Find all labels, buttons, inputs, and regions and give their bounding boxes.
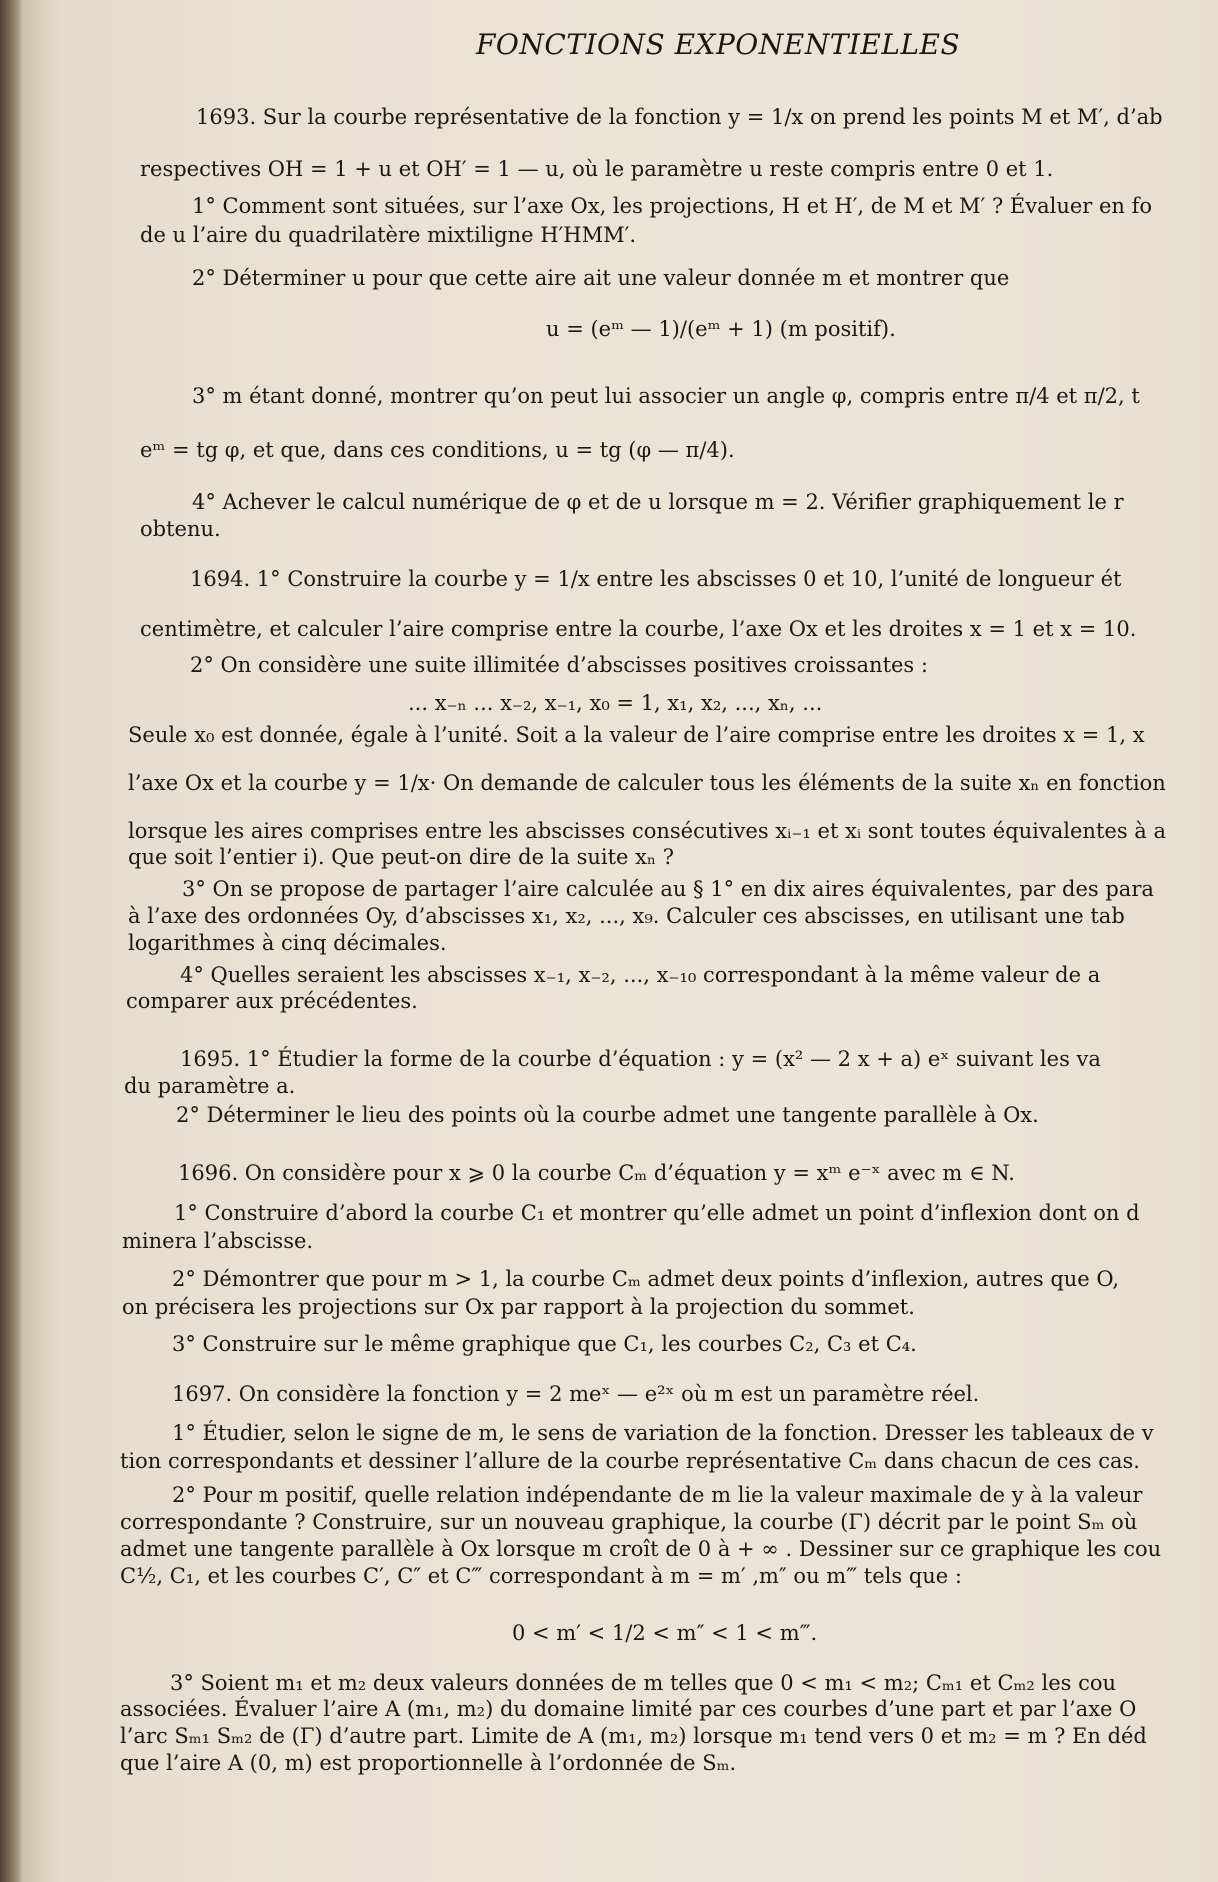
text-line: 3° m étant donné, montrer qu’on peut lui associer un angle φ, compris entre π/4 et π/2, t xyxy=(192,384,1140,408)
text-line: 4° Achever le calcul numérique de φ et de u lorsque m = 2. Vérifier graphiquement le r xyxy=(192,490,1124,514)
text-line: 0 < m′ < 1/2 < m″ < 1 < m‴. xyxy=(512,1621,818,1645)
text-line: 1° Construire d’abord la courbe C₁ et montrer qu’elle admet un point d’inflexion dont on d xyxy=(174,1201,1140,1225)
text-line: 1694. 1° Construire la courbe y = 1/x entre les abscisses 0 et 10, l’unité de longueur ét xyxy=(190,567,1122,591)
text-line: 1697. On considère la fonction y = 2 meˣ — e²ˣ où m est un paramètre réel. xyxy=(172,1382,980,1406)
text-line: 1° Étudier, selon le signe de m, le sens de variation de la fonction. Dresser les tableaux de v xyxy=(172,1421,1154,1445)
page-header: FONCTIONS EXPONENTIELLES xyxy=(476,28,961,61)
text-line: 2° On considère une suite illimitée d’abscisses positives croissantes : xyxy=(190,653,928,677)
text-line: on précisera les projections sur Ox par rapport à la projection du sommet. xyxy=(122,1295,915,1319)
text-line: 4° Quelles seraient les abscisses x₋₁, x₋₂, ..., x₋₁₀ correspondant à la même valeur de a xyxy=(180,963,1101,987)
text-line: admet une tangente parallèle à Ox lorsque m croît de 0 à + ∞ . Dessiner sur ce graphique les cou xyxy=(120,1537,1162,1561)
text-line: l’arc Sₘ₁ Sₘ₂ de (Γ) d’autre part. Limite de A (m₁, m₂) lorsque m₁ tend vers 0 et m₂ = m ? En déd xyxy=(120,1724,1147,1748)
text-line: C½, C₁, et les courbes C′, C″ et C‴ correspondant à m = m′ ,m″ ou m‴ tels que : xyxy=(120,1564,962,1588)
text-line: 3° Soient m₁ et m₂ deux valeurs données de m telles que 0 < m₁ < m₂; Cₘ₁ et Cₘ₂ les cou xyxy=(170,1671,1117,1695)
text-line: comparer aux précédentes. xyxy=(126,989,418,1013)
text-line: obtenu. xyxy=(140,517,221,541)
text-line: 2° Déterminer le lieu des points où la courbe admet une tangente parallèle à Ox. xyxy=(176,1103,1039,1127)
text-line: centimètre, et calculer l’aire comprise entre la courbe, l’axe Ox et les droites x = 1 et x = 10. xyxy=(140,617,1137,641)
text-line: u = (eᵐ — 1)/(eᵐ + 1) (m positif). xyxy=(546,317,896,341)
text-line: 3° On se propose de partager l’aire calculée au § 1° en dix aires équivalentes, par des para xyxy=(182,877,1154,901)
text-line: lorsque les aires comprises entre les abscisses consécutives xᵢ₋₁ et xᵢ sont toutes équivalentes à a xyxy=(128,819,1166,843)
text-line: que l’aire A (0, m) est proportionnelle à l’ordonnée de Sₘ. xyxy=(120,1751,737,1775)
text-line: l’axe Ox et la courbe y = 1/x· On demande de calculer tous les éléments de la suite xₙ en fonction xyxy=(128,771,1166,795)
text-line: Seule x₀ est donnée, égale à l’unité. Soit a la valeur de l’aire comprise entre les droites x = 1, x xyxy=(128,723,1145,747)
text-line: à l’axe des ordonnées Oy, d’abscisses x₁, x₂, ..., x₉. Calculer ces abscisses, en utilisant une tab xyxy=(128,904,1125,928)
text-line: 1693. Sur la courbe représentative de la fonction y = 1/x on prend les points M et M′, d’ab xyxy=(196,105,1163,129)
text-line: 2° Pour m positif, quelle relation indépendante de m lie la valeur maximale de y à la valeur xyxy=(172,1483,1143,1507)
text-line: du paramètre a. xyxy=(124,1074,296,1098)
text-line: 1° Comment sont situées, sur l’axe Ox, les projections, H et H′, de M et M′ ? Évaluer en fo xyxy=(192,194,1153,218)
text-line: associées. Évaluer l’aire A (m₁, m₂) du domaine limité par ces courbes d’une part et par l’axe O xyxy=(120,1697,1137,1721)
text-line: ... x₋ₙ ... x₋₂, x₋₁, x₀ = 1, x₁, x₂, ..., xₙ, ... xyxy=(408,691,823,715)
text-line: que soit l’entier i). Que peut-on dire de la suite xₙ ? xyxy=(128,845,675,869)
text-line: logarithmes à cinq décimales. xyxy=(128,931,447,955)
text-line: respectives OH = 1 + u et OH′ = 1 — u, où le paramètre u reste compris entre 0 et 1. xyxy=(140,157,1054,181)
text-line: 1695. 1° Étudier la forme de la courbe d’équation : y = (x² — 2 x + a) eˣ suivant les va xyxy=(180,1047,1101,1071)
text-line: de u l’aire du quadrilatère mixtiligne H′HMM′. xyxy=(140,223,637,247)
text-line: 1696. On considère pour x ⩾ 0 la courbe Cₘ d’équation y = xᵐ e⁻ˣ avec m ∈ N. xyxy=(178,1161,1015,1185)
text-line: 3° Construire sur le même graphique que C₁, les courbes C₂, C₃ et C₄. xyxy=(172,1332,917,1356)
text-line: 2° Démontrer que pour m > 1, la courbe Cₘ admet deux points d’inflexion, autres que O, xyxy=(172,1267,1120,1291)
text-line: correspondante ? Construire, sur un nouveau graphique, la courbe (Γ) décrit par le point Sₘ où xyxy=(120,1510,1138,1534)
text-line: eᵐ = tg φ, et que, dans ces conditions, u = tg (φ — π/4). xyxy=(140,438,735,462)
text-line: tion correspondants et dessiner l’allure de la courbe représentative Cₘ dans chacun de ces cas. xyxy=(120,1449,1140,1473)
text-line: 2° Déterminer u pour que cette aire ait une valeur donnée m et montrer que xyxy=(192,266,1010,290)
text-line: minera l’abscisse. xyxy=(122,1229,314,1253)
